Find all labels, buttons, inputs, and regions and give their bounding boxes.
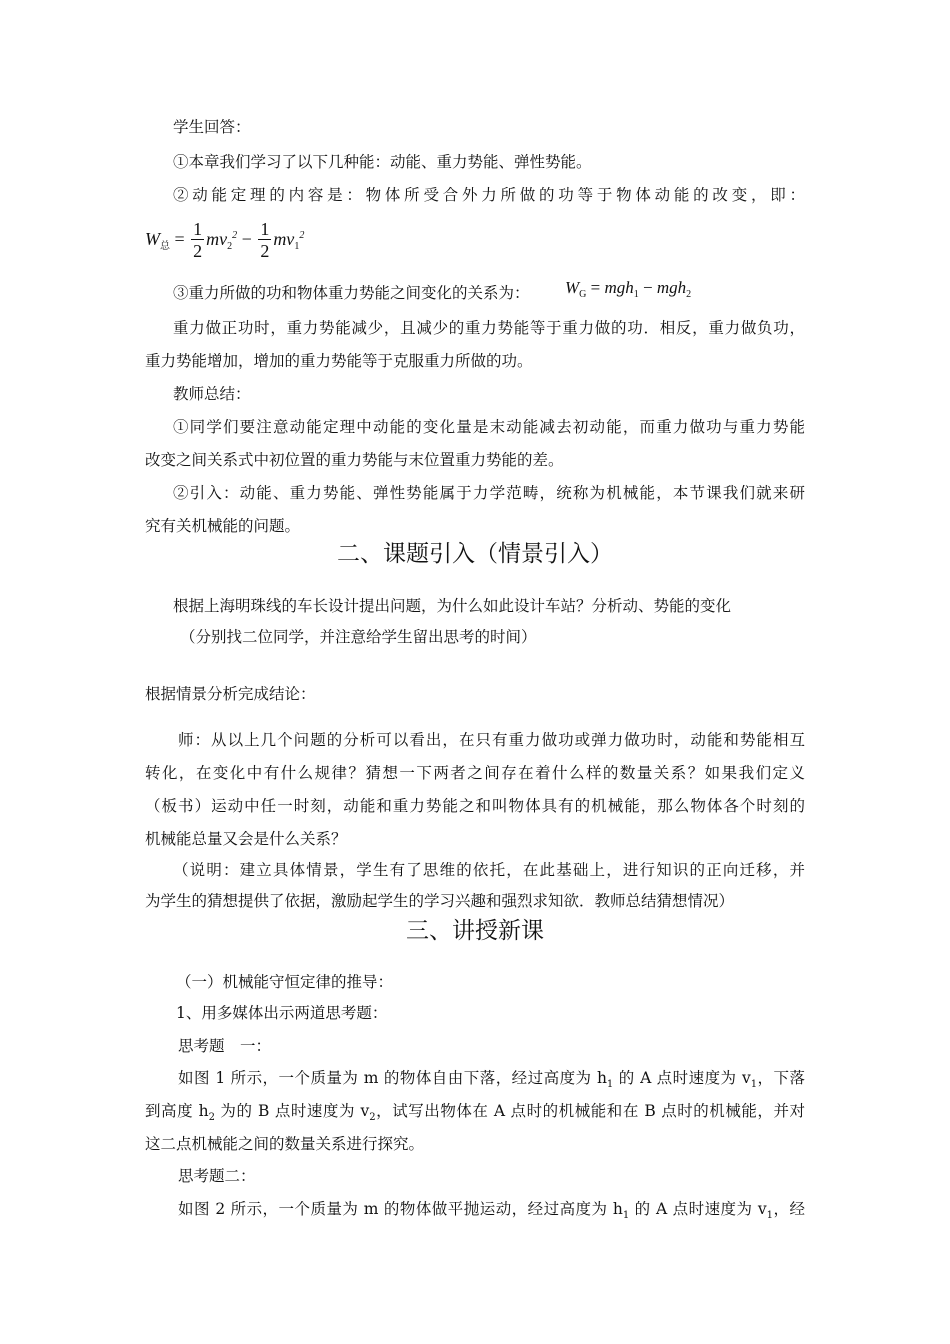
answer-item-1: ①本章我们学习了以下几种能：动能、重力势能、弹性势能。: [173, 153, 592, 171]
teacher-question-line-2: 转化，在变化中有什么规律？猜想一下两者之间存在着什么样的数量关系？如果我们定义: [145, 764, 805, 782]
fraction-half-b: $\frac{1}{2}$: [260, 219, 270, 262]
question-1-line-2: 到高度 $h_2$ 为的 B 点时速度为 $v_2$，试写出物体在 A 点时的机械能和在 B 点时的机械能，并对: [145, 1102, 805, 1123]
gravity-paragraph-line-1: 重力做正功时，重力势能减少，且减少的重力势能等于重力做的功．相反，重力做负功，: [173, 319, 805, 337]
answer-item-3: ③重力所做的功和物体重力势能之间变化的关系为：: [173, 284, 530, 302]
conclusion-title: 根据情景分析完成结论：: [145, 685, 316, 703]
formula-term-b: mv: [273, 229, 295, 249]
summary-2-line-1: ②引入：动能、重力势能、弹性势能属于力学范畴，统称为机械能，本节课我们就来研: [173, 484, 805, 502]
section-heading-3: 三、讲授新课: [406, 918, 544, 944]
formula-w: W: [145, 229, 160, 249]
formula-eq: =: [174, 229, 185, 249]
teacher-question-line-3: （板书）运动中任一时刻，动能和重力势能之和叫物体具有的机械能，那么物体各个时刻的: [145, 797, 805, 815]
section-heading-2: 二、课题引入（情景引入）: [337, 541, 613, 567]
teacher-summary-title: 教师总结：: [173, 385, 251, 403]
question-1-line-1: 如图 1 所示，一个质量为 m 的物体自由下落，经过高度为 $h_1$ 的 A 点时速度为 $v_1$，下落: [178, 1069, 805, 1090]
gravity-work-formula: $W_G = mgh_1 - mgh_2$: [565, 278, 692, 300]
summary-1-line-2: 改变之间关系式中初位置的重力势能与末位置重力势能的差。: [145, 451, 564, 469]
note-line-2: 为学生的猜想提供了依据，激励起学生的学习兴趣和强烈求知欲．教师总结猜想情况）: [145, 892, 735, 910]
question-2-title: 思考题二：: [178, 1167, 256, 1185]
question-1-line-3: 这二点机械能之间的数量关系进行探究。: [145, 1135, 425, 1153]
question-2-line-1: 如图 2 所示，一个质量为 m 的物体做平抛运动，经过高度为 $h_1$ 的 A 点时速度为 $v_1$，经: [178, 1200, 805, 1221]
teacher-question-line-4: 机械能总量又会是什么关系？: [145, 830, 347, 848]
answer-title: 学生回答：: [173, 118, 251, 136]
formula-minus: −: [241, 229, 252, 249]
note-line-1: （说明：建立具体情景，学生有了思维的依托，在此基础上，进行知识的正向迁移，并: [173, 861, 805, 879]
subsection-1: （一）机械能守恒定律的推导：: [176, 973, 394, 991]
subsection-2: 1、用多媒体出示两道思考题：: [176, 1004, 388, 1022]
fraction-half-a: $\frac{1}{2}$: [193, 219, 203, 262]
summary-1-line-1: ①同学们要注意动能定理中动能的变化量是末动能减去初动能，而重力做功与重力势能: [173, 418, 805, 436]
teacher-question-line-1: 师：从以上几个问题的分析可以看出，在只有重力做功或弹力做功时，动能和势能相互: [178, 731, 805, 749]
gravity-paragraph-line-2: 重力势能增加，增加的重力势能等于克服重力所做的功。: [145, 352, 533, 370]
question-1-title: 思考题 一：: [178, 1037, 272, 1055]
summary-2-line-2: 究有关机械能的问题。: [145, 517, 301, 535]
kinetic-energy-theorem-formula: $W_总$ = $\frac{1}{2}$ $mv_2^2$ − $\frac{1}{2}$ $mv_1^2$: [145, 219, 305, 262]
answer-item-2: ②动能定理的内容是：物体所受合外力所做的功等于物体动能的改变，即：: [173, 186, 805, 204]
formula-term-a: mv: [206, 229, 228, 249]
intro-line-2: （分别找二位同学，并注意给学生留出思考的时间）: [180, 628, 537, 646]
formula-w-sub: 总: [160, 241, 170, 252]
intro-line-1: 根据上海明珠线的车长设计提出问题，为什么如此设计车站？分析动、势能的变化: [173, 597, 732, 615]
